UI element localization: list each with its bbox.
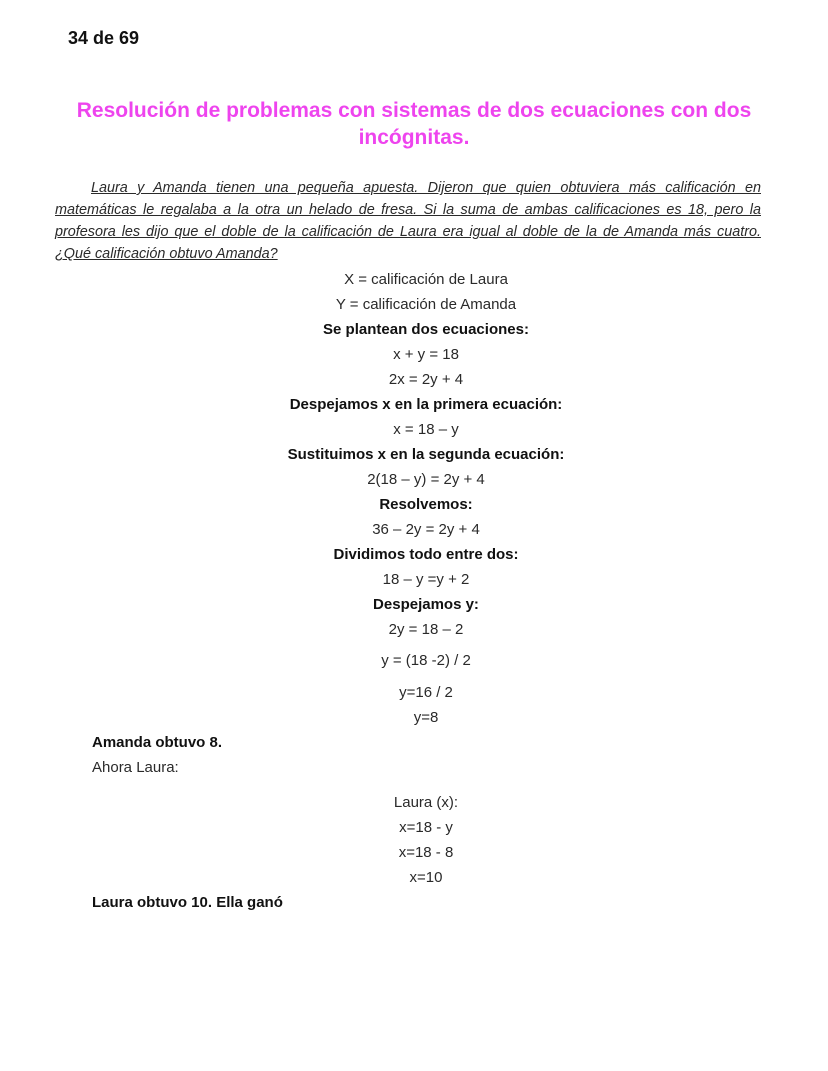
solution-steps [55, 267, 797, 915]
laura-heading: Laura (x): [393, 794, 459, 811]
result-laura: Laura obtuvo 10. Ella ganó [92, 894, 283, 911]
step-heading-isolate-y: Despejamos y: [373, 596, 479, 613]
page-title: Resolución de problemas con sistemas de dos ecuaciones con dos incógnitas. [76, 99, 752, 149]
equation-3: x = 18 – y [393, 421, 459, 438]
equation-7: 2y = 18 – 2 [388, 621, 464, 638]
equation-9: y=16 / 2 [399, 684, 453, 701]
equation-10: y=8 [413, 709, 439, 726]
step-heading-substitute: Sustituimos x en la segunda ecuación: [287, 446, 565, 463]
equation-1: x + y = 18 [393, 346, 459, 363]
definition-y: Y = calificación de Amanda [335, 296, 517, 313]
now-laura-label: Ahora Laura: [92, 759, 179, 776]
definition-x: X = calificación de Laura [344, 271, 508, 288]
equation-13: x=10 [409, 869, 443, 886]
equation-12: x=18 - 8 [398, 844, 454, 861]
equation-2: 2x = 2y + 4 [388, 371, 464, 388]
equation-11: x=18 - y [399, 819, 453, 836]
equation-5: 36 – 2y = 2y + 4 [372, 521, 480, 538]
step-heading-solve: Resolvemos: [379, 496, 473, 513]
step-heading-equations: Se plantean dos ecuaciones: [323, 321, 529, 338]
page-number: 34 de 69 [68, 28, 140, 48]
step-heading-isolate-x: Despejamos x en la primera ecuación: [289, 396, 563, 413]
equation-8: y = (18 -2) / 2 [381, 652, 471, 669]
equation-4: 2(18 – y) = 2y + 4 [367, 471, 485, 488]
problem-statement: Laura y Amanda tienen una pequeña apuesta. Dijeron que quien obtuviera más calificación en matemáticas le regalaba a la otra un helado de fresa. Si la suma de ambas calificaciones es 18, pero la profesora les dijo que el doble de la calificación de Laura era igual al doble de la de Amanda más cuatro. ¿Qué calificación obtuvo Amanda? [55, 180, 761, 262]
step-heading-divide: Dividimos todo entre dos: [333, 546, 519, 563]
result-amanda: Amanda obtuvo 8. [92, 734, 223, 751]
equation-6: 18 – y =y + 2 [382, 571, 470, 588]
